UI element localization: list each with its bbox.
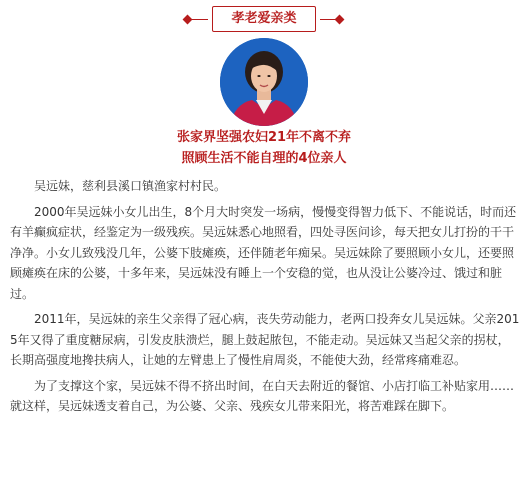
category-tag: 孝老爱亲类 [212,6,316,32]
article-paragraph: 为了支撑这个家，吴远妹不得不挤出时间，在白天去附近的餐馆、小店打临工补贴家用……就这样，吴远妹透支着自己，为公婆、父亲、残疾女儿带来阳光，将苦难踩在脚下。 [10,378,515,413]
headline-line-1: 张家界坚强农妇21年不离不弃 [176,130,352,145]
article-paragraph: 2011年，吴远妹的亲生父亲得了冠心病，丧失劳动能力，老两口投奔女儿吴远妹。父亲2015年又得了重度糖尿病，引发皮肤溃烂，腿上鼓起脓包，不能走动。吴远妹又当起父亲的拐杖，长期高强度地搀扶病人，让她的左臂患上了慢性肩周炎，不能使大劲，经常疼痛难忍。 [10,312,520,367]
category-header [0,6,528,34]
diamond-ornament-icon [335,15,345,25]
portrait-photo [220,38,308,126]
article-headline [0,127,528,169]
headline-line-2: 照顾生活不能自理的4位亲人 [181,151,347,166]
person-portrait-icon [220,38,308,126]
article-paragraph: 吴远妹，慈利县溪口镇渔家村村民。 [34,179,227,193]
article-body [10,176,520,422]
divider-line [190,19,208,20]
article-paragraph: 2000年吴远妹小女儿出生，8个月大时突发一场病，慢慢变得智力低下、不能说话，时而还有羊癫疯症状，经鉴定为一级残疾。吴远妹悉心地照看，四处寻医问诊，每天把女儿打扮的干干净净。小女儿致残没几年，公婆下肢瘫痪，还伴随老年痴呆。吴远妹除了要照顾小女儿，还要照顾瘫痪在床的公婆，十多年来，吴远妹没有睡上一个安稳的觉，也从没让公婆冷过、饿过和脏过。 [10,204,517,301]
